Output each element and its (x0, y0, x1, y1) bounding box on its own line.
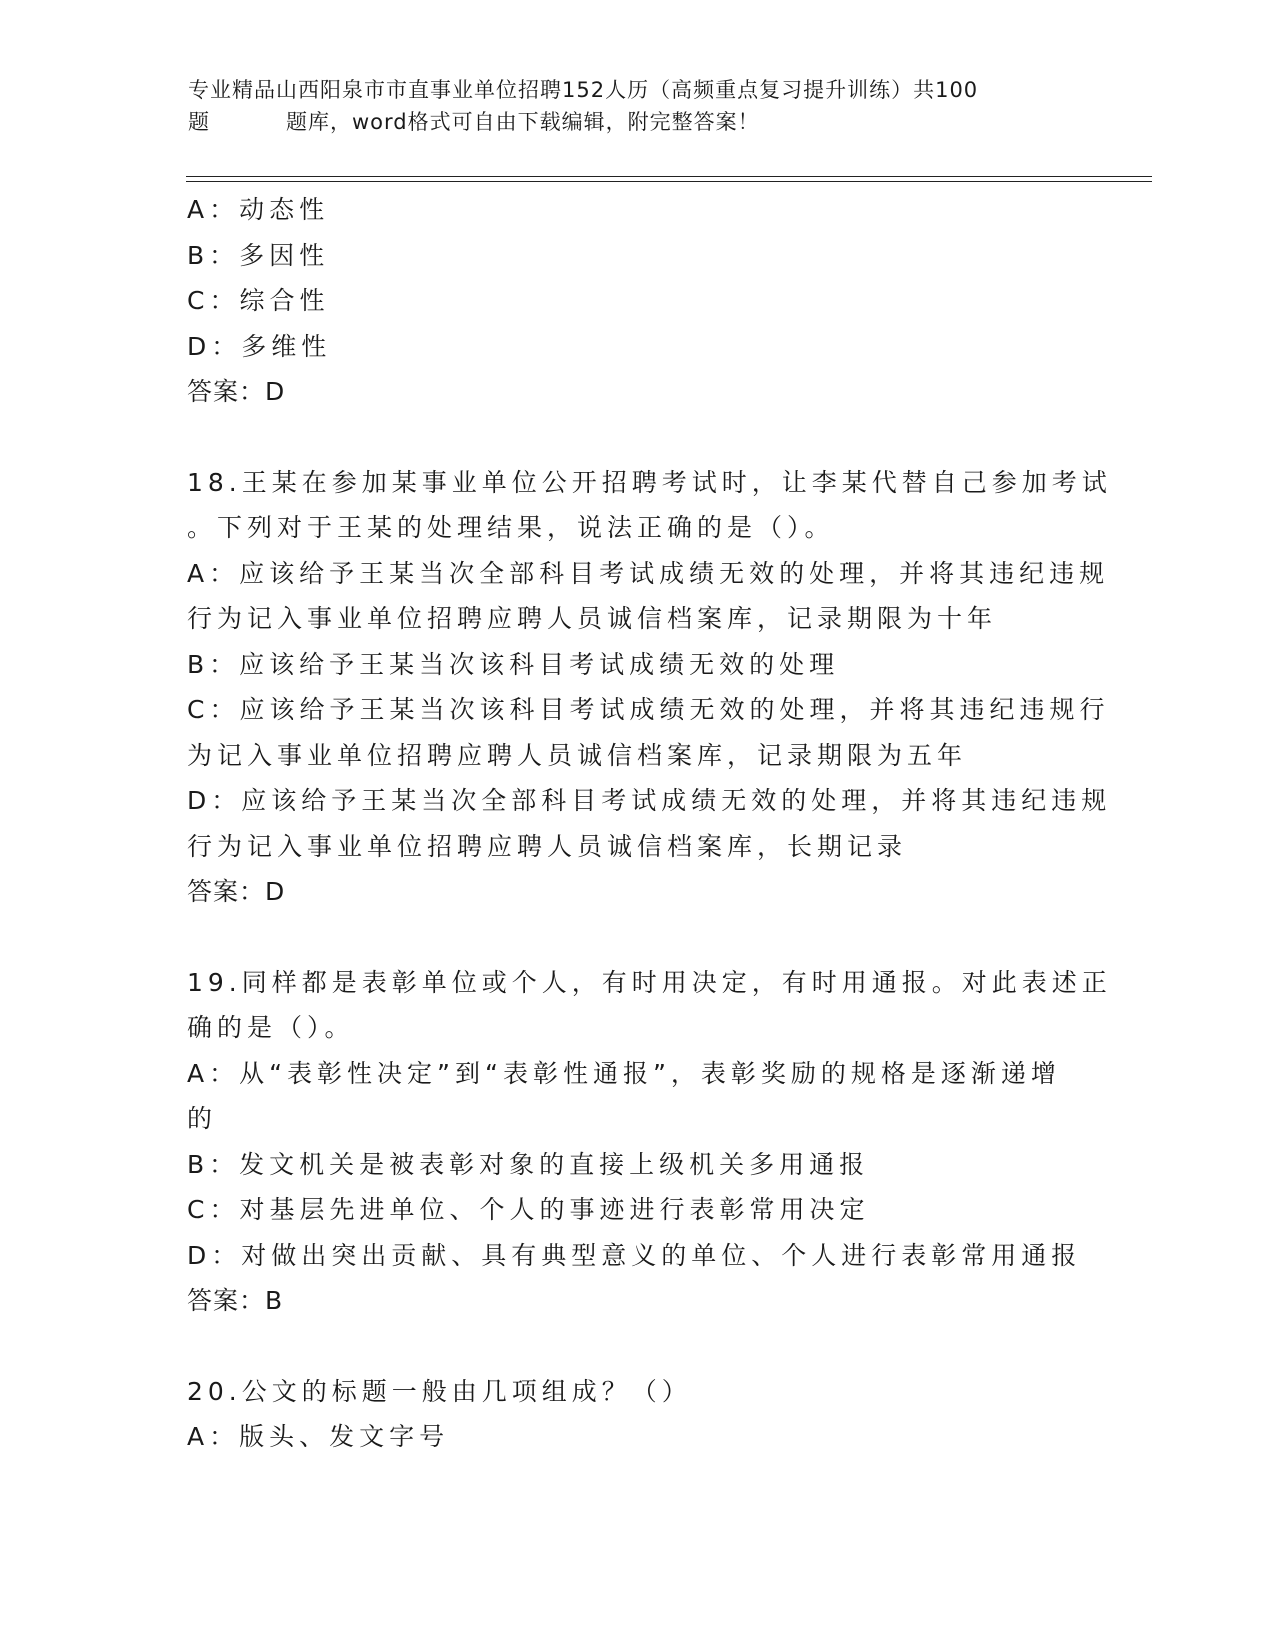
option-line: D：多维性 (187, 331, 332, 361)
option-line: D：应该给予王某当次全部科目考试成绩无效的处理，并将其违纪违规 (187, 786, 1112, 815)
document-header (188, 74, 1088, 138)
question-stem-line: 18.王某在参加某事业单位公开招聘考试时，让李某代替自己参加考试 (187, 467, 1112, 497)
answer-line: 答案：D (187, 877, 286, 906)
question-20 (187, 1369, 1087, 1460)
question-17-tail (187, 187, 1087, 415)
option-line: B：多因性 (187, 240, 330, 270)
header-divider-top (186, 176, 1152, 177)
header-divider-bottom (186, 181, 1152, 182)
option-line: 行为记入事业单位招聘应聘人员诚信档案库，记录期限为十年 (187, 604, 998, 633)
option-line: 的 (187, 1104, 218, 1133)
spacer (187, 1324, 1087, 1369)
answer-line: 答案：D (187, 377, 286, 406)
question-content (187, 187, 1112, 1460)
option-line: A：版头、发文字号 (187, 1422, 450, 1451)
option-line: C：对基层先进单位、个人的事迹进行表彰常用决定 (187, 1195, 870, 1224)
option-line: 行为记入事业单位招聘应聘人员诚信档案库，长期记录 (187, 831, 908, 861)
question-stem-line: 确的是（）。 (187, 1013, 355, 1042)
option-line: 为记入事业单位招聘应聘人员诚信档案库，记录期限为五年 (187, 740, 968, 770)
question-18 (187, 460, 1112, 915)
question-19 (187, 960, 1112, 1324)
option-line: C：应该给予王某当次该科目考试成绩无效的处理，并将其违纪违规行 (187, 695, 1110, 724)
option-line: C：综合性 (187, 286, 330, 315)
option-line: A：动态性 (187, 195, 330, 224)
header-title-line2-prefix: 题 (188, 110, 210, 134)
question-stem-line: 19.同样都是表彰单位或个人，有时用决定，有时用通报。对此表述正 (187, 967, 1112, 997)
header-title-line2 (188, 106, 1088, 138)
spacer (187, 915, 1087, 960)
option-line: B：应该给予王某当次该科目考试成绩无效的处理 (187, 649, 840, 679)
option-line: D：对做出突出贡献、具有典型意义的单位、个人进行表彰常用通报 (187, 1240, 1082, 1270)
header-title-line1: 专业精品山西阳泉市市直事业单位招聘152人历（高频重点复习提升训练）共100 (188, 78, 979, 102)
option-line: A：应该给予王某当次全部科目考试成绩无效的处理，并将其违纪违规 (187, 558, 1110, 588)
spacer (187, 415, 1087, 460)
header-title-line2-rest: 题库，word格式可自由下载编辑，附完整答案！ (286, 110, 760, 134)
option-line: A：从“表彰性决定”到“表彰性通报”，表彰奖励的规格是逐渐递增 (187, 1058, 1061, 1088)
answer-line: 答案：B (187, 1286, 284, 1315)
question-stem-line: 。下列对于王某的处理结果，说法正确的是（）。 (187, 513, 835, 542)
option-line: B：发文机关是被表彰对象的直接上级机关多用通报 (187, 1149, 870, 1179)
question-stem-line: 20.公文的标题一般由几项组成？（） (187, 1376, 692, 1406)
